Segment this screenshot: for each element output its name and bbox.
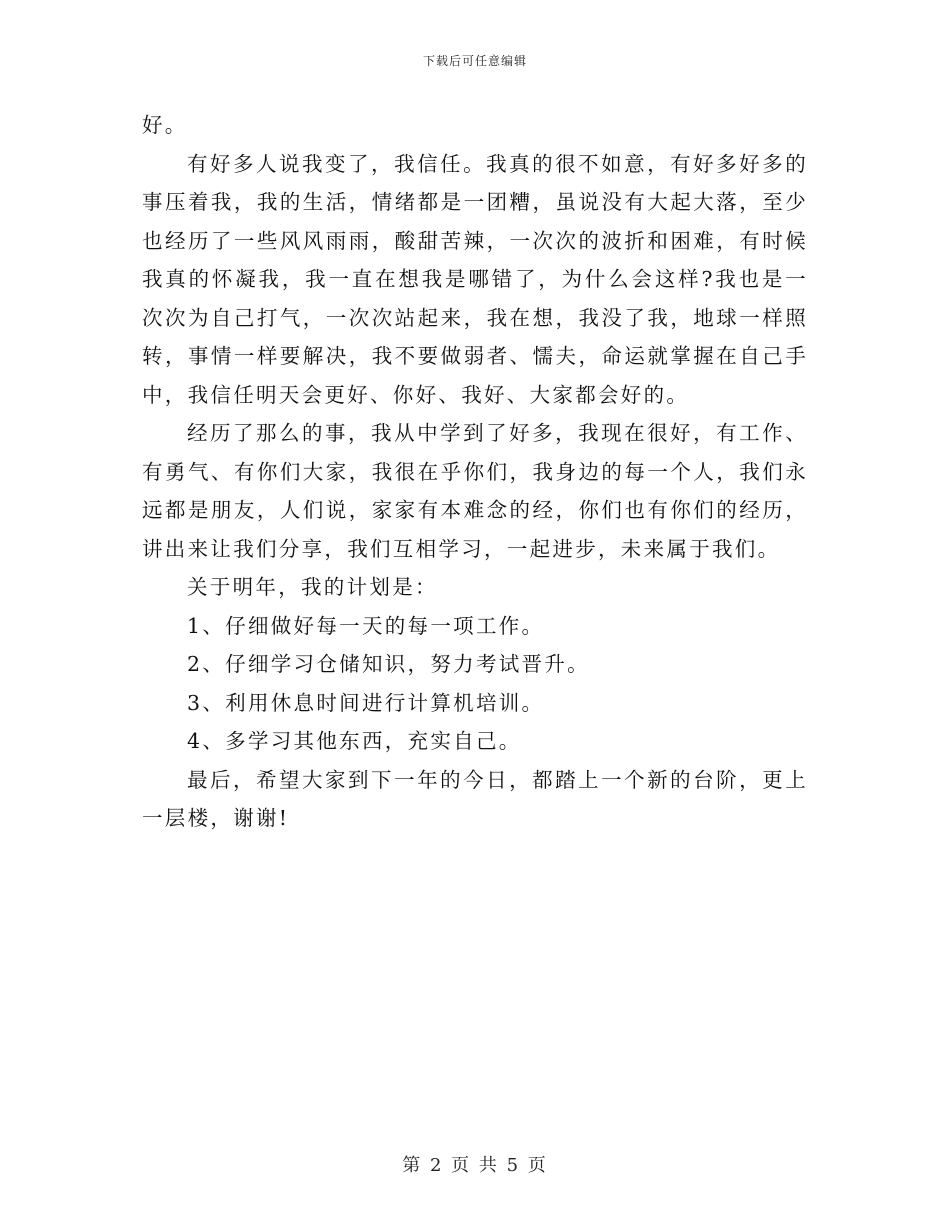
plan-item-2: 2、仔细学习仓储知识，努力考试晋升。 bbox=[187, 652, 590, 676]
page-header-note: 下载后可任意编辑 bbox=[422, 54, 527, 68]
paragraph-experience: 经历了那么的事，我从中学到了好多，我现在很好，有工作、有勇气、有你们大家，我很在乎你们，我身边的每一个人，我们永远都是朋友，人们说，家家有本难念的经，你们也有你们的经历，讲出来让我们分享，我们互相学习，一起进步，未来属于我们。 bbox=[142, 421, 808, 561]
paragraph-changes: 有好多人说我变了，我信任。我真的很不如意，有好多好多的事压着我，我的生活，情绪都是一团糟，虽说没有大起大落，至少也经历了一些风风雨雨，酸甜苦辣，一次次的波折和困难，有时候我真的怀凝我，我一直在想我是哪错了，为什么会这样?我也是一次次为自己打气，一次次站起来，我在想，我没了我，地球一样照转，事情一样要解决，我不要做弱者、懦夫，命运就掌握在自己手中，我信任明天会更好、你好、我好、大家都会好的。 bbox=[142, 151, 808, 407]
document-body bbox=[142, 106, 808, 838]
plan-item-4: 4、多学习其他东西，充实自己。 bbox=[187, 729, 522, 753]
paragraph-continuation: 好。 bbox=[142, 113, 188, 137]
paragraph-closing: 最后，希望大家到下一年的今日，都踏上一个新的台阶，更上一层楼，谢谢! bbox=[142, 767, 808, 830]
page-number-footer: 第 2 页 共 5 页 bbox=[402, 1155, 548, 1176]
plan-item-1: 1、仔细做好每一天的每一项工作。 bbox=[187, 613, 545, 638]
paragraph-plan-intro: 关于明年，我的计划是： bbox=[187, 575, 438, 599]
plan-item-3: 3、利用休息时间进行计算机培训。 bbox=[187, 690, 545, 715]
